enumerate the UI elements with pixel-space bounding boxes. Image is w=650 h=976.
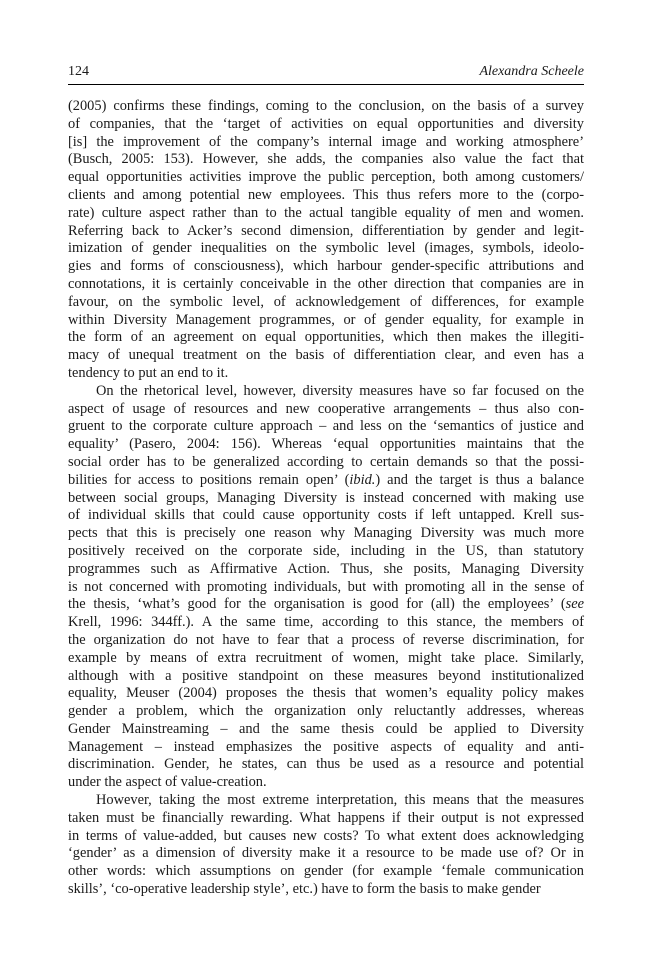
text-line: equality’ (Pasero, 2004: 156). Whereas ‘equal opportunities maintains that the [68,436,584,453]
text-line: of individual skills that could cause opportunity costs if left untapped. Krell sus- [68,507,584,524]
text-line: skills’, ‘co-operative leadership style’, etc.) have to form the basis to make gender [68,881,541,898]
text-line: Management – instead emphasizes the positive aspects of equality and anti- [68,738,584,755]
text-line: bilities for access to positions remain open’ (ibid.) and the target is thus a balance [68,471,584,488]
text-line: gruent to the corporate culture approach – and less on the ‘semantics of justice and [68,418,584,435]
paragraph-container [68,98,584,899]
text-line: pects that this is precisely one reason why Managing Diversity was much more [68,525,584,542]
text-line: ‘gender’ as a dimension of diversity make it a resource to be made use of? Or in [68,845,584,862]
text-line: in terms of value-added, but causes new costs? To what extent does acknowledging [68,827,584,844]
text-line: connotations, it is certainly conceivable in the other direction that companies are in [68,275,584,292]
running-header [68,62,584,85]
text-line: equal opportunities activities improve the public perception, both among customers/ [68,169,584,186]
text-line: programmes such as Affirmative Action. Thus, she posits, Managing Diversity [68,560,584,577]
paragraph [68,792,584,899]
paragraph [68,383,584,792]
text-line: other words: which assumptions on gender (for example ‘female communication [68,863,584,880]
text-line: example by means of extra recruitment of women, might take place. Similarly, [68,649,584,666]
text-line: equality, Meuser (2004) proposes the thesis that women’s equality policy makes [68,685,584,702]
text-line: discrimination. Gender, he states, can thus be used as a resource and potential [68,756,584,773]
text-line: social order has to be generalized according to certain demands so that the possi- [68,453,584,470]
text-line: under the aspect of value-creation. [68,774,267,791]
text-line: the thesis, ‘what’s good for the organisation is good for (all) the employees’ (see [68,596,584,613]
text-line: the form of an agreement on equal opportunities, which then makes the illegiti- [68,329,584,346]
text-line: gies and forms of consciousness), which harbour gender-specific attributions and [68,258,584,275]
text-line: On the rhetorical level, however, diversity measures have so far focused on the [96,382,584,399]
text-line: However, taking the most extreme interpretation, this means that the measures [96,792,584,809]
text-line: (Busch, 2005: 153). However, she adds, the companies also value the fact that [68,151,584,168]
text-line: is not concerned with promoting individuals, but with promoting all in the sense of [68,578,584,595]
text-line: [is] the improvement of the company’s internal image and working atmosphere’ [68,133,584,150]
text-line: although with a positive standpoint on these measures beyond institutionalized [68,667,584,684]
body-text [68,98,584,899]
text-line: gender a problem, which the organization only reluctantly addresses, whereas [68,703,584,720]
text-line: rate) culture aspect rather than to the actual tangible equality of men and women. [68,204,584,221]
text-line: favour, on the symbolic level, of acknowledgement of differences, for example [68,293,584,310]
text-line: between social groups, Managing Diversity is instead concerned with making use [68,489,584,506]
text-line: taken must be financially rewarding. What happens if their output is not expressed [68,809,584,826]
text-line: clients and among potential new employees. This thus refers more to the (corpo- [68,186,584,203]
text-line: of companies, that the ‘target of activities on equal opportunities and diversity [68,115,584,132]
text-line: macy of unequal treatment on the basis of differentiation clear, and even has a [68,347,584,364]
page-number: 124 [68,64,89,79]
text-line: the organization do not have to fear that a process of reverse discrimination, for [68,631,584,648]
text-line: imization of gender inequalities on the symbolic level (images, symbols, ideolo- [68,240,584,257]
paragraph [68,98,584,383]
text-line: within Diversity Management programmes, or of gender equality, for example in [68,311,584,328]
text-line: Gender Mainstreaming – and the same thesis could be applied to Diversity [68,720,584,737]
text-line: Krell, 1996: 344ff.). A the same time, according to this stance, the members of [68,614,584,631]
text-line: Referring back to Acker’s second dimension, differentiation by gender and legit- [68,222,584,239]
text-line: tendency to put an end to it. [68,364,229,381]
running-head-author: Alexandra Scheele [479,64,584,79]
text-line: positively received on the corporate side, including in the US, than statutory [68,542,584,559]
text-line: aspect of usage of resources and new cooperative arrangements – thus also con- [68,400,584,417]
text-line: (2005) confirms these findings, coming to the conclusion, on the basis of a survey [68,98,584,114]
